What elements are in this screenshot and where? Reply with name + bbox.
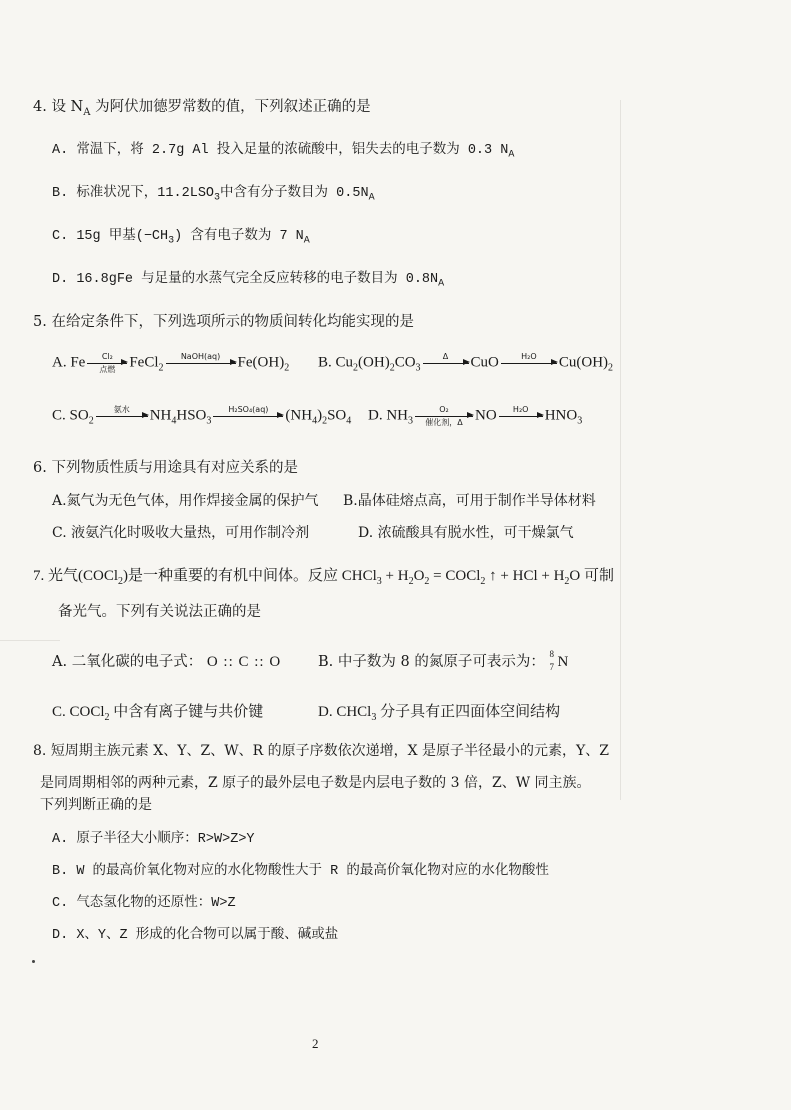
question-number: 6. bbox=[33, 460, 47, 476]
reaction-arrow: H₂O bbox=[499, 405, 543, 427]
question-7-stem-line1: 7. 光气(COCl$_2$)是一种重要的有机中间体。反应 CHCl$_3$ + $H_2O_2$ = COCl$_2$ ↑ + HCl + $H_2O$ 可制 bbox=[33, 568, 615, 587]
question-6-stem: 6. 下列物质性质与用途具有对应关系的是 bbox=[33, 460, 298, 476]
question-number: 4. bbox=[33, 99, 47, 115]
nuclide-symbol: 8 7 N bbox=[549, 649, 569, 672]
question-5-option-c: C. $SO_2$ 氨水 $NH_4HSO_3$ H₂SO₄(aq) $(NH_4)_2SO_4$ bbox=[52, 405, 352, 427]
question-8-option-c: C. 气态氢化物的还原性：W>Z bbox=[52, 896, 236, 911]
question-6-option-d: D. 浓硫酸具有脱水性，可干燥氯气 bbox=[358, 525, 574, 541]
stray-mark bbox=[32, 960, 35, 963]
reaction-arrow: Δ bbox=[423, 352, 469, 374]
question-8-stem-line2: 是同周期相邻的两种元素，Z 原子的最外层电子数是内层电子数的 3 倍，Z、W 同主族。 bbox=[40, 775, 591, 791]
bleed-through-line bbox=[620, 100, 621, 800]
question-7-stem-line2: 备光气。下列有关说法正确的是 bbox=[58, 604, 261, 620]
question-number: 7. bbox=[33, 568, 45, 584]
reaction-arrow: H₂O bbox=[501, 352, 557, 374]
question-4-option-b: B. 标准状况下，$11.2LSO_3$中含有分子数目为 $0.5N_A$ bbox=[52, 186, 375, 204]
reaction-arrow: 氨水 bbox=[96, 405, 148, 427]
question-5-option-d: D. $NH_3$ O₂ 催化剂，Δ NO H₂O $HNO_3$ bbox=[368, 405, 583, 427]
question-4-option-a: A. 常温下，将 2.7g Al 投入足量的浓硫酸中，铝失去的电子数为 0.3 $N_A$ bbox=[52, 143, 515, 161]
question-5-stem: 5. 在给定条件下，下列选项所示的物质间转化均能实现的是 bbox=[33, 314, 414, 330]
page-number: 2 bbox=[312, 1036, 319, 1051]
co2-lewis-structure: O :: C :: O bbox=[206, 654, 282, 670]
question-8-option-b: B. W 的最高价氧化物对应的水化物酸性大于 R 的最高价氧化物对应的水化物酸性 bbox=[52, 864, 549, 879]
question-6-option-a: A.氮气为无色气体，用作焊接金属的保护气 bbox=[52, 493, 319, 509]
question-8-stem-line1: 8. 短周期主族元素 X、Y、Z、W、R 的原子序数依次递增，X 是原子半径最小的元素，Y、Z bbox=[33, 743, 609, 759]
reaction-arrow: NaOH(aq) bbox=[166, 352, 236, 374]
question-4-option-c: C. 15g 甲基$(-CH_3)$ 含有电子数为 7 $N_A$ bbox=[52, 229, 310, 247]
question-5-option-b: B. $Cu_2(OH)_2CO_3$ Δ CuO H₂O $Cu(OH)_2$ bbox=[318, 352, 614, 374]
reaction-arrow: H₂SO₄(aq) bbox=[213, 405, 283, 427]
question-8-option-d: D. X、Y、Z 形成的化合物可以属于酸、碱或盐 bbox=[52, 928, 339, 943]
question-7-option-d: D. CHCl$_3$ 分子具有正四面体空间结构 bbox=[318, 704, 561, 723]
question-8-option-a: A. 原子半径大小顺序：R>W>Z>Y bbox=[52, 832, 255, 847]
question-7-option-a: A. 二氧化碳的电子式： O :: C :: O bbox=[52, 654, 282, 670]
question-7-option-c: C. COCl$_2$ 中含有离子键与共价键 bbox=[52, 704, 264, 723]
question-8-stem-line3: 下列判断正确的是 bbox=[40, 797, 152, 813]
question-4-option-d: D. 16.8gFe 与足量的水蒸气完全反应转移的电子数目为 $0.8N_A$ bbox=[52, 272, 445, 290]
question-number: 5. bbox=[33, 314, 47, 330]
question-5-option-a: A. Fe Cl₂ 点燃 FeCl$_2$ NaOH(aq) $Fe(OH)_2$ bbox=[52, 352, 290, 374]
bleed-through-line bbox=[0, 640, 60, 641]
question-6-option-b: B.晶体硅熔点高，可用于制作半导体材料 bbox=[343, 493, 596, 509]
reaction-arrow: O₂ 催化剂，Δ bbox=[415, 405, 473, 427]
question-6-option-c: C. 液氨汽化时吸收大量热，可用作制冷剂 bbox=[52, 525, 310, 541]
reaction-arrow: Cl₂ 点燃 bbox=[87, 352, 127, 374]
question-7-option-b: B. 中子数为 8 的氮原子可表示为： 8 7 N bbox=[318, 649, 569, 672]
question-4-stem: 4. 设 $N_A$ 为阿伏加德罗常数的值，下列叙述正确的是 bbox=[33, 99, 371, 118]
question-number: 8. bbox=[33, 743, 47, 759]
